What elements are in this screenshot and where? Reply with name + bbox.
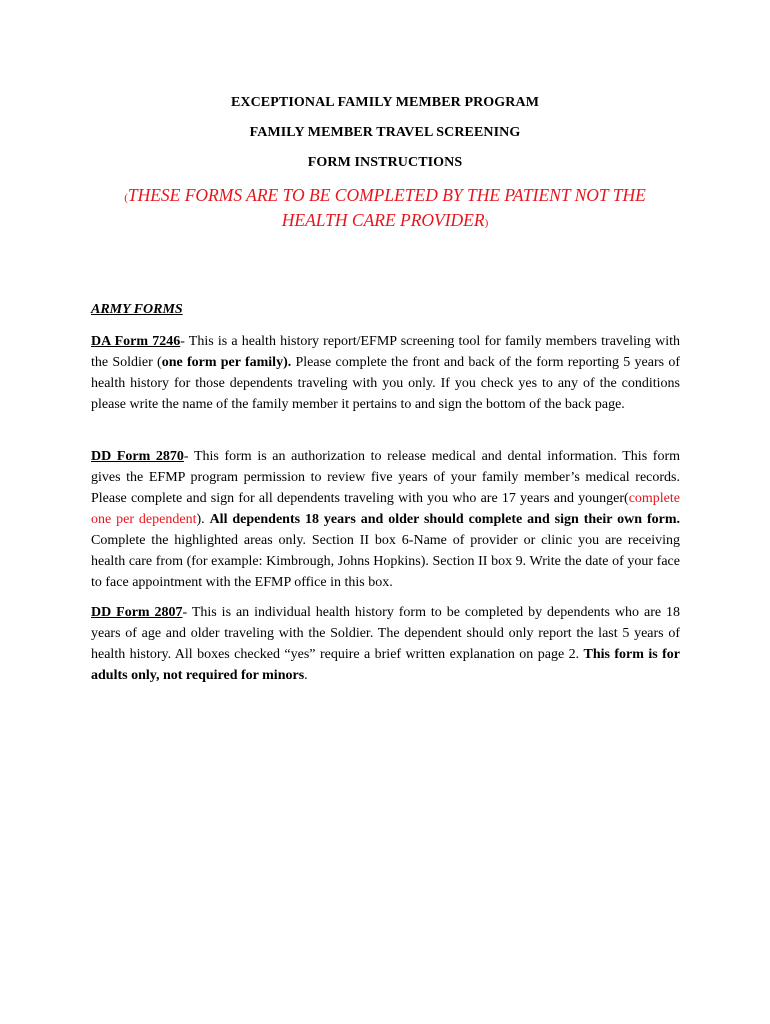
dd-form-2870-text-2: ). [196,512,210,527]
notice-close-paren: ) [484,217,489,229]
dd-form-2870-paragraph [91,446,680,593]
patient-notice [100,184,670,234]
dd-form-2870-name: DD Form 2870 [91,449,184,464]
dd-form-2807-text-1: - This is an individual health history form to be completed by dependents who are 18 years of age and older traveling with the Soldier. The dependent should only report the last 5 years of health history. All boxes checked “yes” require a brief written explanation on page 2. [91,605,680,662]
screening-title: FAMILY MEMBER TRAVEL SCREENING [249,125,521,140]
dd-form-2870-text-3: Complete the highlighted areas only. Section II box 6-Name of provider or clinic you are receiving health care from (for example: Kimbrough, Johns Hopkins). Section II box 9. Write the date of your face to face appointment with the EFMP office in this box. [91,533,680,590]
da-form-7246-text-2: Please complete the front and back of the form reporting 5 years of health history for those dependents traveling with you only. If you check yes to any of the conditions please write the name of the family member it pertains to and sign the bottom of the back page. [91,355,680,412]
section-title-army-forms: ARMY FORMS [91,302,183,317]
dd-form-2870-red-note: complete one per dependent [91,491,680,527]
dd-form-2807-name: DD Form 2807 [91,605,183,620]
dd-form-2807-emphasis: This form is for adults only, not required for minors [91,647,680,683]
da-form-7246-emphasis: one form per family). [161,355,292,370]
da-form-7246-text-1: - This is a health history report/EFMP screening tool for family members traveling with the Soldier ( [91,334,680,370]
program-title: EXCEPTIONAL FAMILY MEMBER PROGRAM [230,95,540,110]
notice-text: THESE FORMS ARE TO BE COMPLETED BY THE PATIENT NOT THE HEALTH CARE PROVIDER [127,185,646,230]
dd-form-2870-emphasis: All dependents 18 years and older should complete and sign their own form. [209,512,680,527]
instructions-title: FORM INSTRUCTIONS [307,155,463,170]
dd-form-2807-paragraph [91,602,680,686]
da-form-7246-name: DA Form 7246 [91,334,181,349]
da-form-7246-paragraph [91,331,680,415]
notice-open-paren: ( [124,192,128,204]
dd-form-2870-text-1: - This form is an authorization to release medical and dental information. This form gives the EFMP program permission to review five years of your family member’s medical records. Please complete and sign for all dependents traveling with you who are 17 years and younger( [91,449,680,506]
dd-form-2807-text-2: . [304,668,308,683]
